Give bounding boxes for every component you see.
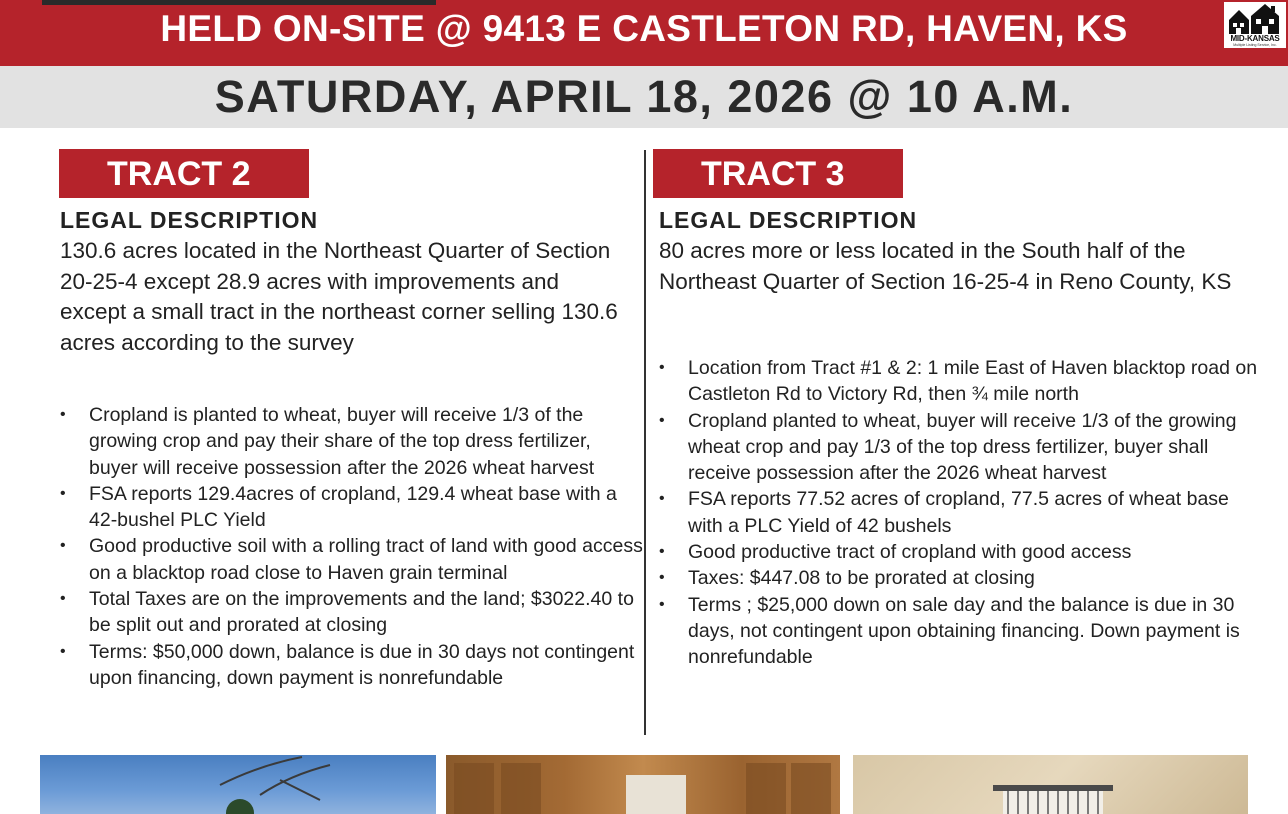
auction-date: SATURDAY, APRIL 18, 2026 @ 10 A.M. [214, 71, 1074, 122]
date-band [0, 66, 1288, 128]
header-accent-bar [42, 0, 436, 5]
list-item: • Taxes: $447.08 to be prorated at closing [659, 565, 1259, 591]
list-item: • Total Taxes are on the improvements and the land; $3022.40 to be split out and prorated at closing [60, 586, 644, 639]
photo-farmland [40, 755, 436, 814]
list-item: • Terms: $50,000 down, balance is due in 30 days not contingent upon financing, down payment is nonrefundable [60, 639, 644, 692]
list-item: • FSA reports 129.4acres of cropland, 129.4 wheat base with a 42-bushel PLC Yield [60, 481, 644, 534]
list-item: • FSA reports 77.52 acres of cropland, 77.5 acres of wheat base with a PLC Yield of 42 bushels [659, 486, 1259, 539]
list-item: • Good productive soil with a rolling tract of land with good access on a blacktop road close to Haven grain terminal [60, 533, 644, 586]
photo-interior [853, 755, 1248, 814]
mls-logo [1224, 2, 1286, 48]
tract-3-bullets [659, 355, 1259, 671]
tract-2-bullets [60, 402, 644, 691]
houses-logo-icon [1227, 4, 1283, 34]
photo-kitchen [446, 755, 840, 814]
header-banner [0, 0, 1288, 66]
logo-subtitle: Multiple Listing Service, Inc. [1233, 43, 1277, 47]
tract-3-title: TRACT 3 [653, 149, 903, 198]
tract-3-legal-heading: LEGAL DESCRIPTION [659, 207, 918, 233]
location-line: HELD ON-SITE @ 9413 E CASTLETON RD, HAVEN, KS [160, 8, 1128, 49]
tract-2-title: TRACT 2 [59, 149, 309, 198]
tract-2-legal-heading: LEGAL DESCRIPTION [60, 207, 319, 233]
list-item: • Terms ; $25,000 down on sale day and the balance is due in 30 days, not contingent upon obtaining financing. Down payment is nonrefundable [659, 592, 1259, 671]
tract-3-legal-text: 80 acres more or less located in the South half of the Northeast Quarter of Section 16-25-4 in Reno County, KS [659, 238, 1232, 294]
tract-2-legal-text: 130.6 acres located in the Northeast Quarter of Section 20-25-4 except 28.9 acres with improvements and except a small tract in the northeast corner selling 130.6 acres according to the survey [60, 238, 618, 355]
list-item: • Cropland is planted to wheat, buyer will receive 1/3 of the growing crop and pay their share of the top dress fertilizer, buyer will receive possession after the 2026 wheat harvest [60, 402, 644, 481]
logo-name: MID-KANSAS [1230, 34, 1280, 43]
list-item: • Good productive tract of cropland with good access [659, 539, 1259, 565]
list-item: • Location from Tract #1 & 2: 1 mile East of Haven blacktop road on Castleton Rd to Victory Rd, then ¾ mile north [659, 355, 1259, 408]
list-item: • Cropland planted to wheat, buyer will receive 1/3 of the growing wheat crop and pay 1/3 of the top dress fertilizer, buyer shall receive possession after the 2026 wheat harvest [659, 408, 1259, 487]
column-divider [644, 150, 646, 735]
